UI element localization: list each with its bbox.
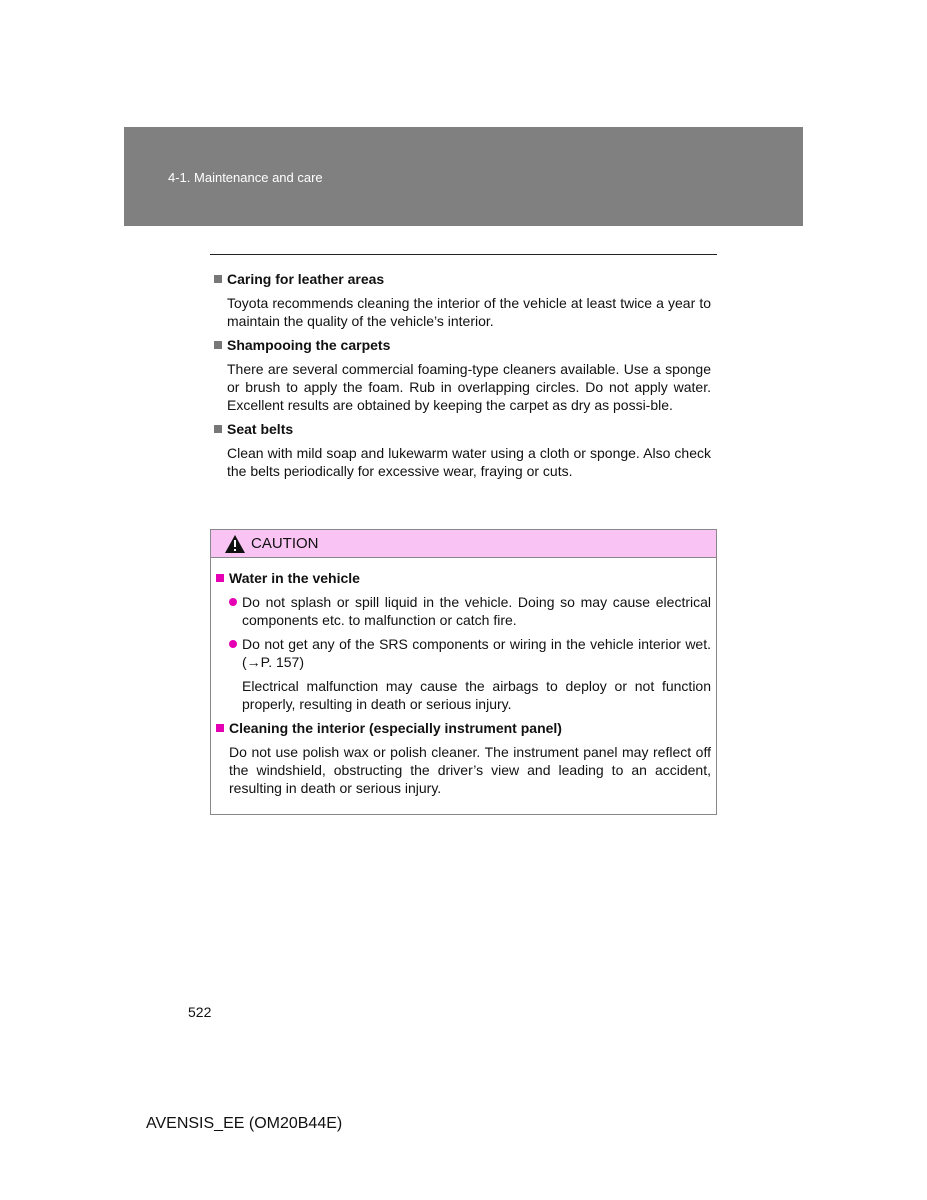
main-content <box>214 270 711 486</box>
page-number: 522 <box>188 1004 212 1020</box>
square-bullet-icon <box>216 574 224 582</box>
section-text: Clean with mild soap and lukewarm water using a cloth or sponge. Also check the belts periodically for excessive wear, fraying or cuts. <box>227 445 711 479</box>
caution-bullet: Do not splash or spill liquid in the vehicle. Doing so may cause electrical components etc. to malfunction or catch fire. <box>229 593 711 629</box>
square-bullet-icon <box>214 275 222 283</box>
warning-icon <box>224 534 246 554</box>
round-bullet-icon <box>229 598 237 606</box>
section-heading: Caring for leather areas <box>214 270 711 288</box>
round-bullet-icon <box>229 640 237 648</box>
caution-box <box>210 529 717 815</box>
caution-text: Do not use polish wax or polish cleaner. The instrument panel may reflect off the windshield, obstructing the driver’s view and leading to an accident, resulting in death or serious injury. <box>229 744 711 796</box>
caution-body <box>216 569 711 803</box>
square-bullet-icon <box>216 724 224 732</box>
section-title: 4-1. Maintenance and care <box>168 170 323 185</box>
caution-heading: Cleaning the interior (especially instrument panel) <box>216 719 711 737</box>
caution-header <box>211 530 716 558</box>
section-header <box>124 127 803 226</box>
section-heading: Seat belts <box>214 420 711 438</box>
section-text: Toyota recommends cleaning the interior of the vehicle at least twice a year to maintain the quality of the vehicle’s interior. <box>227 295 711 329</box>
square-bullet-icon <box>214 341 222 349</box>
section-text: There are several commercial foaming-type cleaners available. Use a sponge or brush to apply the foam. Rub in overlapping circles. Do not apply water. Excellent results are obtained by keeping the carpet as dry as possi-ble. <box>227 361 711 413</box>
section-heading: Shampooing the carpets <box>214 336 711 354</box>
square-bullet-icon <box>214 425 222 433</box>
caution-bullet: Do not get any of the SRS components or wiring in the vehicle interior wet. (→P. 157) <box>229 635 711 671</box>
document-footer: AVENSIS_EE (OM20B44E) <box>146 1115 343 1132</box>
caution-heading: Water in the vehicle <box>216 569 711 587</box>
caution-subtext: Electrical malfunction may cause the airbags to deploy or not function properly, resulting in death or serious injury. <box>242 678 711 712</box>
caution-title: CAUTION <box>251 535 319 552</box>
divider <box>210 254 717 255</box>
